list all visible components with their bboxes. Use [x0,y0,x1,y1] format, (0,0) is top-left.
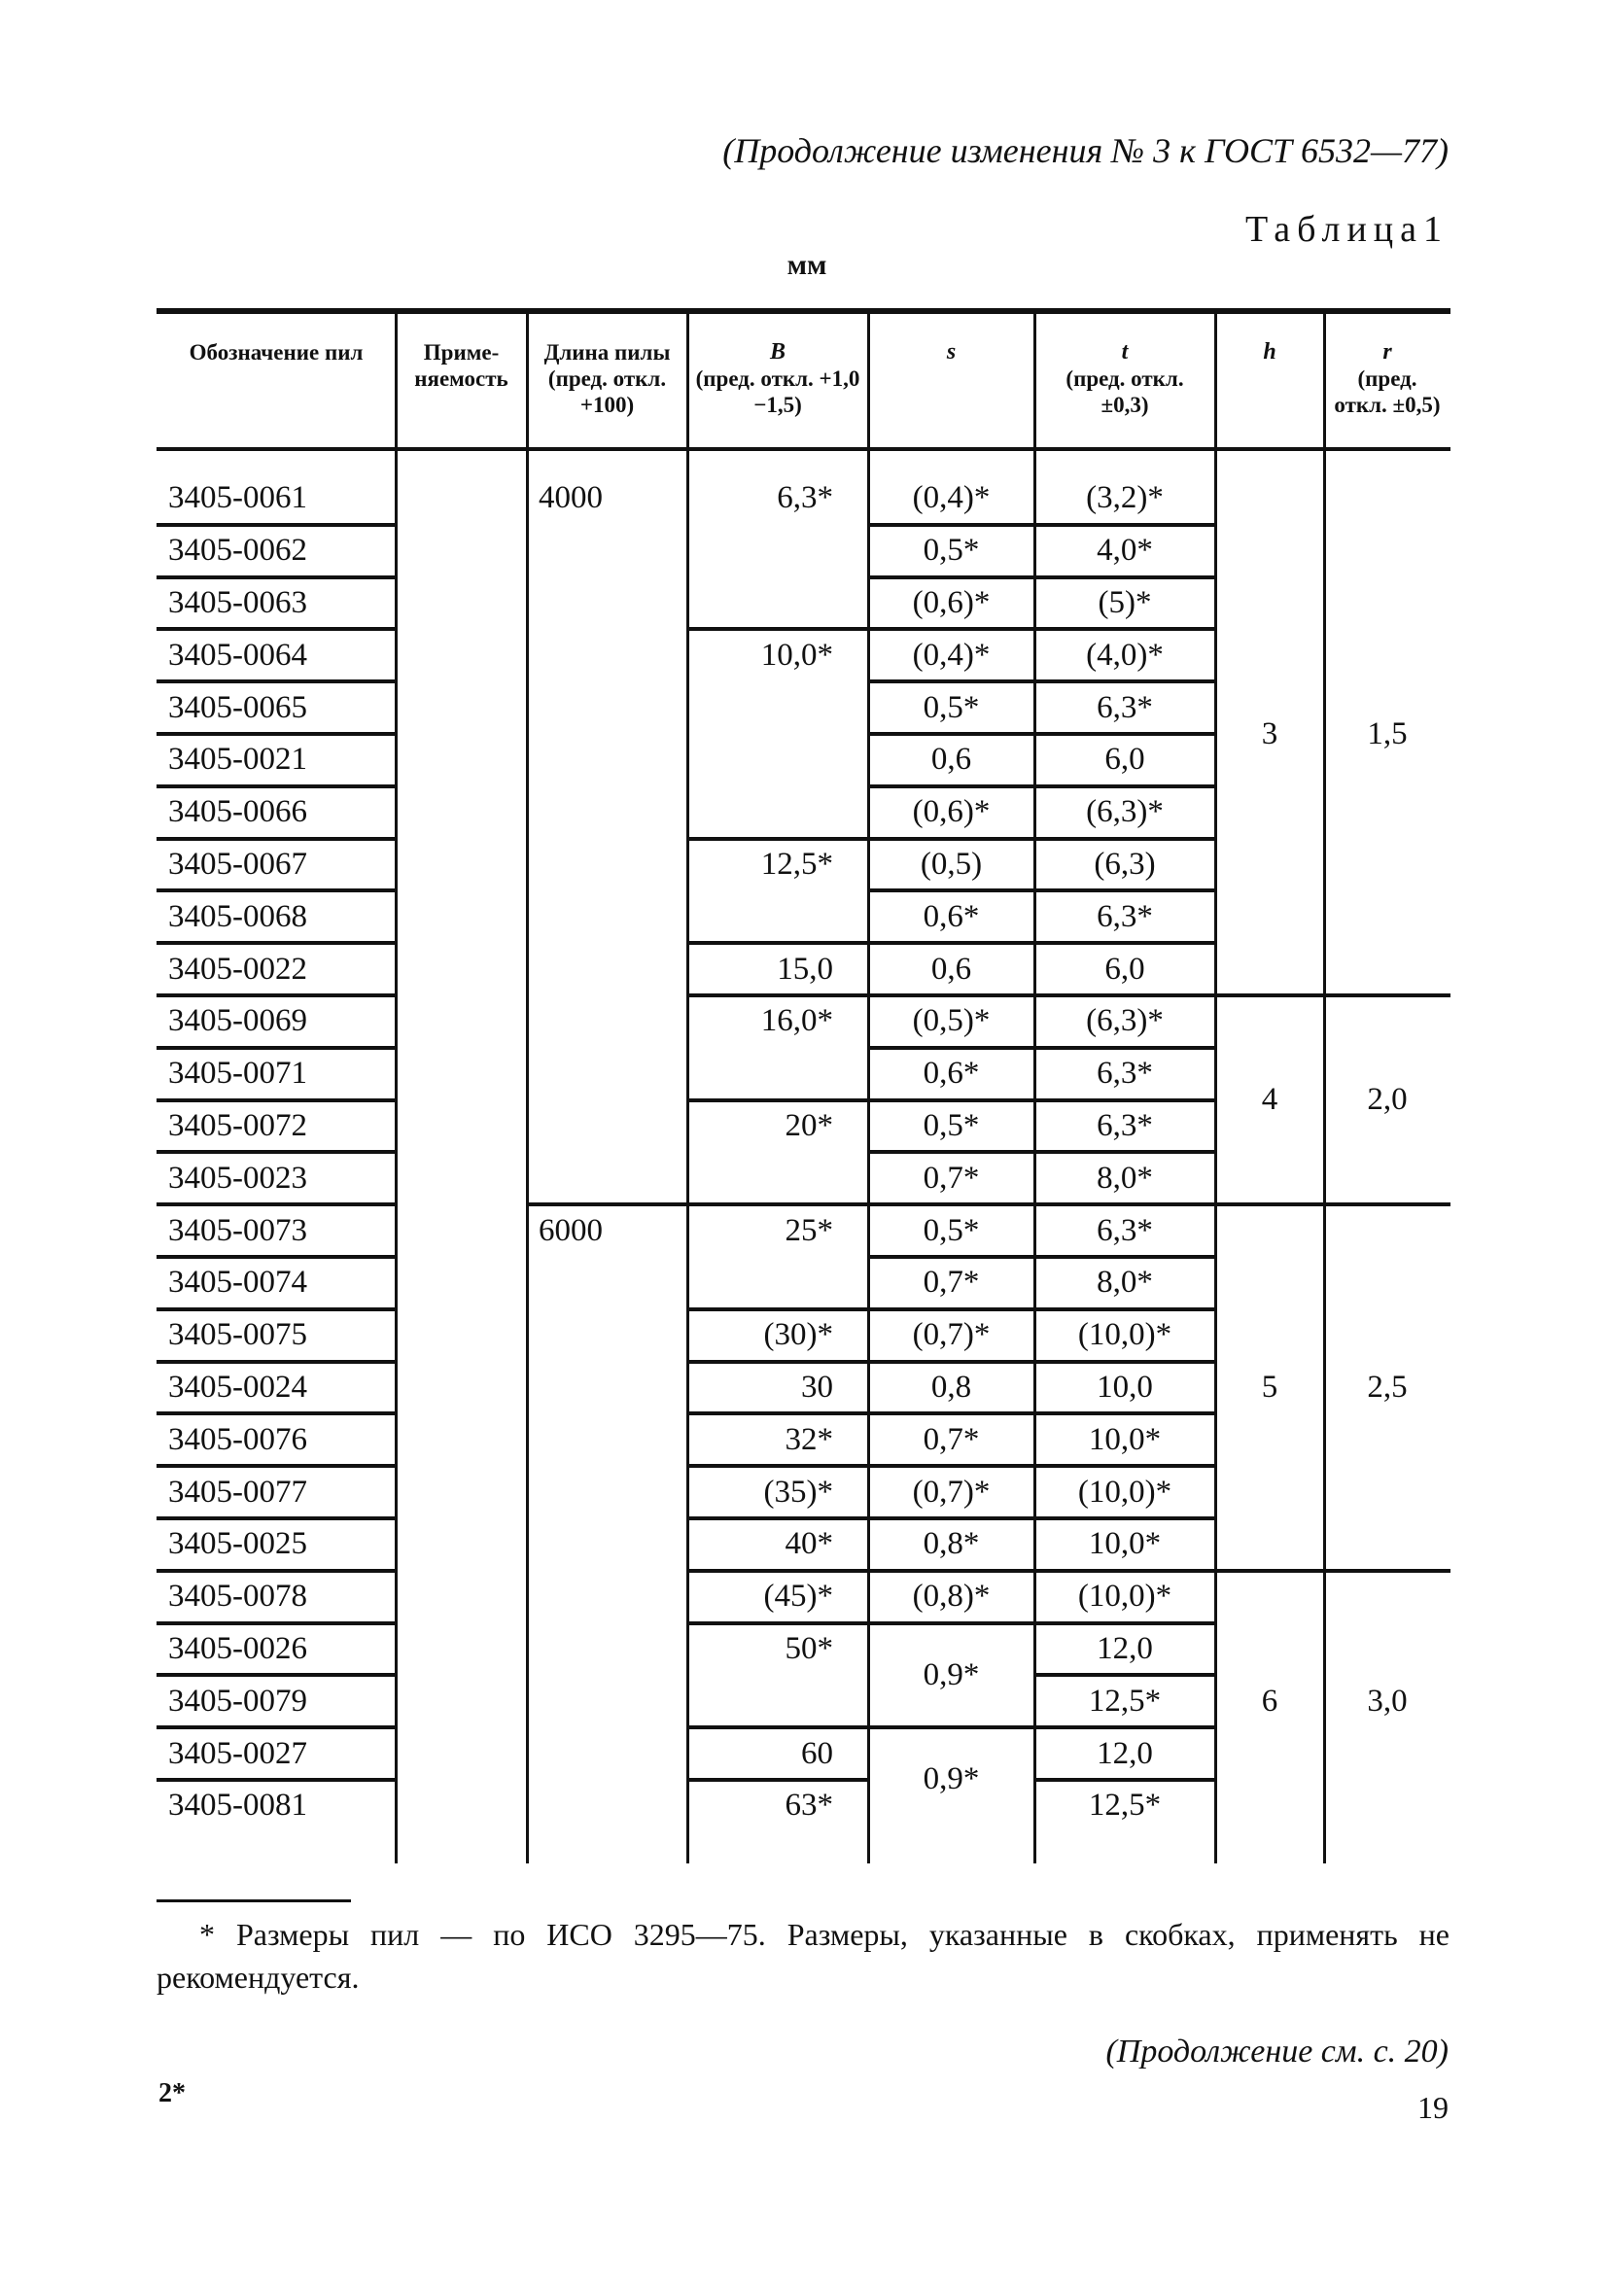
t-cell: 10,0* [1088,1526,1162,1562]
r-cell: 2,0 [1367,1082,1408,1118]
s-cell: (0,7)* [912,1317,991,1353]
designation-cell: 3405-0067 [168,846,307,882]
s-cell: 0,6* [923,1056,980,1092]
t-cell: 6,0 [1104,951,1145,987]
s-cell: 0,7* [923,1265,980,1301]
t-cell: (4,0)* [1086,637,1164,673]
designation-cell: 3405-0025 [168,1526,307,1562]
s-cell: 0,5* [923,1212,980,1248]
designation-cell: 3405-0069 [168,1003,307,1039]
t-cell: (5)* [1098,584,1152,620]
designation-cell: 3405-0064 [168,637,307,673]
t-cell: 8,0* [1097,1265,1153,1301]
designation-cell: 3405-0071 [168,1056,307,1092]
column-header-h [1215,314,1324,472]
t-cell: 4,0* [1097,533,1153,569]
s-cell: 0,5* [923,533,980,569]
designation-cell: 3405-0081 [168,1788,307,1824]
designation-cell: 3405-0078 [168,1579,307,1615]
r-cell: 1,5 [1367,715,1408,751]
designation-cell: 3405-0024 [168,1369,307,1405]
designation-cell: 3405-0021 [168,742,307,778]
designation-cell: 3405-0061 [168,480,307,516]
page-number: 19 [1417,2090,1449,2125]
units-label: мм [786,249,827,281]
column-symbol-r: r [1382,339,1392,365]
b-cell: 63* [785,1788,833,1824]
s-cell: (0,4)* [912,480,991,516]
designation-cell: 3405-0022 [168,951,307,987]
designation-cell: 3405-0065 [168,689,307,725]
t-cell: 6,3* [1097,689,1153,725]
column-header-designation [157,314,396,472]
h-cell: 4 [1261,1082,1278,1118]
s-cell: 0,9* [923,1761,980,1797]
column-label-length: Длина пилы (пред. откл. +100) [543,340,671,417]
b-cell: 30 [801,1369,833,1405]
s-cell: 0,7* [923,1160,980,1196]
t-cell: (10,0)* [1077,1474,1172,1510]
t-cell: 6,3* [1097,1212,1153,1248]
column-header-applicability [396,314,527,472]
b-cell: 25* [785,1212,833,1248]
column-label-B: (пред. откл. +1,0 −1,5) [695,366,860,417]
s-cell: (0,6)* [912,584,991,620]
b-cell: 32* [785,1421,833,1457]
column-symbol-t: t [1121,339,1129,365]
t-cell: 6,3* [1097,1056,1153,1092]
s-cell: 0,7* [923,1421,980,1457]
designation-cell: 3405-0076 [168,1421,307,1457]
b-cell: 60 [801,1735,833,1771]
b-cell: 12,5* [760,846,833,882]
designation-cell: 3405-0063 [168,584,307,620]
t-cell: 8,0* [1097,1160,1153,1196]
b-cell: 10,0* [760,637,833,673]
t-cell: (10,0)* [1077,1579,1172,1615]
designation-cell: 3405-0027 [168,1735,307,1771]
t-cell: 6,3* [1097,898,1153,934]
sheet-mark: 2* [158,2078,186,2108]
s-cell: 0,6* [923,898,980,934]
footnote-rule [157,1899,351,1902]
t-cell: 10,0* [1088,1421,1162,1457]
t-cell: 6,3* [1097,1107,1153,1143]
s-cell: (0,7)* [912,1474,991,1510]
designation-cell: 3405-0026 [168,1630,307,1666]
t-cell: (10,0)* [1077,1317,1172,1353]
s-cell: (0,4)* [912,637,991,673]
s-cell: 0,8 [930,1369,972,1405]
h-cell: 5 [1261,1369,1278,1405]
b-cell: (30)* [763,1317,833,1353]
r-cell: 3,0 [1367,1683,1408,1719]
column-separator [526,308,529,1863]
t-cell: 12,0 [1097,1630,1153,1666]
designation-cell: 3405-0062 [168,533,307,569]
column-symbol-B: B [769,339,786,365]
t-cell: 12,0 [1097,1735,1153,1771]
column-label-r: (пред. откл. ±0,5) [1334,366,1441,417]
t-cell: 10,0 [1097,1369,1153,1405]
column-header-length [527,314,687,472]
s-cell: (0,5)* [912,1003,991,1039]
r-cell: 2,5 [1367,1369,1408,1405]
t-cell: 6,0 [1104,742,1145,778]
column-label-designation: Обозначение пил [189,340,364,365]
t-cell: (6,3) [1094,846,1156,882]
column-header-B [687,314,868,472]
designation-cell: 3405-0023 [168,1160,307,1196]
b-cell: 20* [785,1107,833,1143]
s-cell: (0,5) [920,846,983,882]
t-cell: 12,5* [1088,1788,1162,1824]
s-cell: 0,5* [923,689,980,725]
t-cell: (6,3)* [1086,794,1164,830]
b-cell: (45)* [763,1579,833,1615]
designation-cell: 3405-0077 [168,1474,307,1510]
b-cell: 40* [785,1526,833,1562]
column-header-t [1034,314,1215,472]
t-cell: (6,3)* [1086,1003,1164,1039]
s-cell: 0,9* [923,1656,980,1692]
designation-cell: 3405-0073 [168,1212,307,1248]
continued-note: (Продолжение см. с. 20) [1105,2034,1449,2070]
s-cell: 0,8* [923,1526,980,1562]
s-cell: (0,8)* [912,1579,991,1615]
b-cell: 15,0 [777,951,833,987]
footnote: * Размеры пил — по ИСО 3295—75. Размеры, указанные в скобках, применять не рекомендуется. [157,1917,1450,1995]
column-symbol-h: h [1263,339,1276,365]
s-cell: 0,6 [930,742,972,778]
designation-cell: 3405-0066 [168,794,307,830]
designation-cell: 3405-0075 [168,1317,307,1353]
s-cell: 0,6 [930,951,972,987]
column-label-t: (пред. откл. ±0,3) [1066,366,1184,417]
continuation-header: (Продолжение изменения № 3 к ГОСТ 6532—77) [722,131,1449,170]
table-caption: Таблица1 [1244,209,1449,250]
column-header-r [1324,314,1450,472]
t-cell: (3,2)* [1086,480,1164,516]
designation-cell: 3405-0079 [168,1683,307,1719]
designation-cell: 3405-0072 [168,1107,307,1143]
h-cell: 6 [1261,1683,1278,1719]
length-cell: 6000 [539,1212,603,1248]
column-label-applicability: Приме-няемость [414,340,508,391]
saw-dimensions-table [157,308,1450,1863]
s-cell: (0,6)* [912,794,991,830]
designation-cell: 3405-0068 [168,898,307,934]
b-cell: 16,0* [760,1003,833,1039]
b-cell: (35)* [763,1474,833,1510]
h-cell: 3 [1261,715,1278,751]
column-header-s [868,314,1034,472]
designation-cell: 3405-0074 [168,1265,307,1301]
b-cell: 6,3* [777,480,833,516]
t-cell: 12,5* [1088,1683,1162,1719]
length-cell: 4000 [539,480,603,516]
column-symbol-s: s [946,339,957,365]
s-cell: 0,5* [923,1107,980,1143]
b-cell: 50* [785,1630,833,1666]
